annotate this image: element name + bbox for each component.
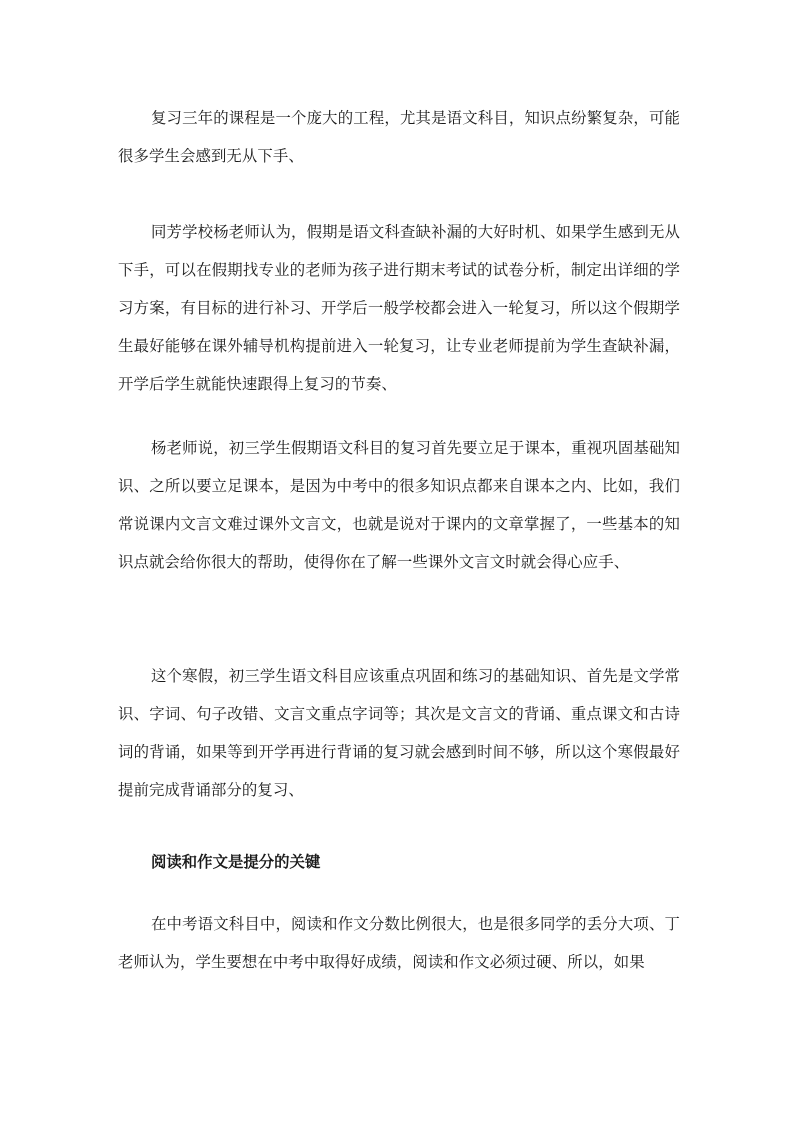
paragraph-2: 同芳学校杨老师认为，假期是语文科查缺补漏的大好时机、如果学生感到无从下手，可以在假期找专业的老师为孩子进行期末考试的试卷分析，制定出详细的学习方案，有目标的进行补习、开学后一般学校都会进入一轮复习，所以这个假期学生最好能够在课外辅导机构提前进入一轮复习，让专业老师提前为学生查缺补漏，开学后学生就能快速跟得上复习的节奏、: [118, 223, 680, 393]
paragraph-4: 这个寒假，初三学生语文科目应该重点巩固和练习的基础知识、首先是文学常识、字词、句子改错、文言文重点字词等；其次是文言文的背诵、重点课文和古诗词的背诵，如果等到开学再进行背诵的复习就会感到时间不够，所以这个寒假最好提前完成背诵部分的复习、: [118, 667, 680, 799]
paragraph-1: 复习三年的课程是一个庞大的工程，尤其是语文科目，知识点纷繁复杂，可能很多学生会感到无从下手、: [118, 109, 680, 165]
paragraph-5: 在中考语文科目中，阅读和作文分数比例很大，也是很多同学的丢分大项、丁老师认为，学生要想在中考中取得好成绩，阅读和作文必须过硬、所以，如果: [118, 915, 680, 971]
section-heading: 阅读和作文是提分的关键: [151, 853, 321, 871]
paragraph-3: 杨老师说，初三学生假期语文科目的复习首先要立足于课本，重视巩固基础知识、之所以要立足课本，是因为中考中的很多知识点都来自课本之内、比如，我们常说课内文言文难过课外文言文，也就是说对于课内的文章掌握了，一些基本的知识点就会给你很大的帮助，使得你在了解一些课外文言文时就会得心应手、: [118, 439, 680, 571]
